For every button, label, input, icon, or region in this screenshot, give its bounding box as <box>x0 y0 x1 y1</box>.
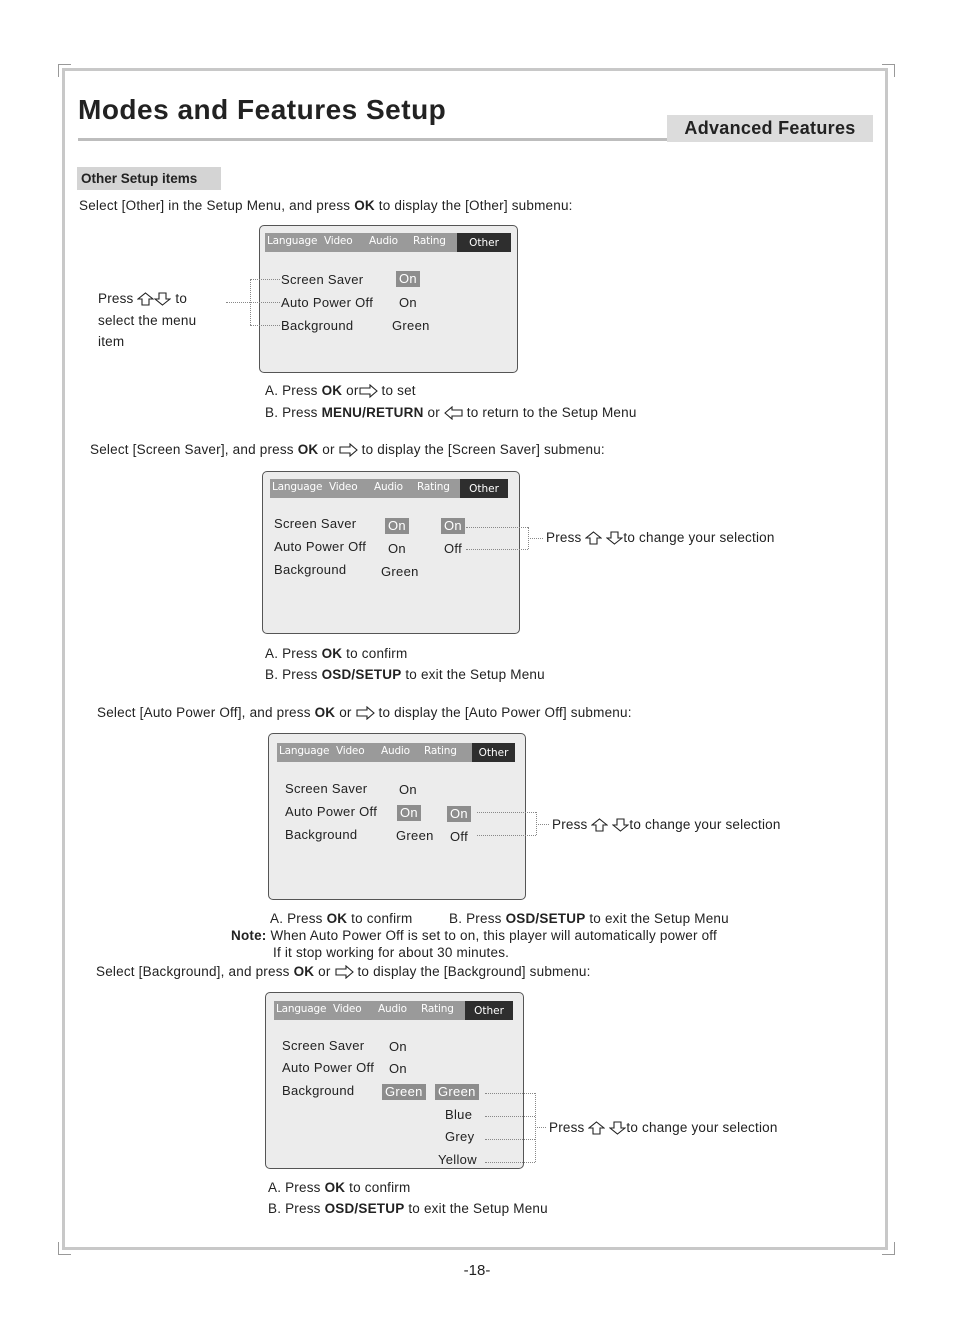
option-yellow: Yellow <box>438 1152 477 1167</box>
tab-other: Other <box>465 1001 513 1020</box>
menu-item-background: Background <box>285 827 358 842</box>
value-screen-saver: On <box>389 1039 407 1054</box>
up-arrow-icon <box>591 818 608 832</box>
connector-line <box>535 1127 546 1128</box>
up-arrow-icon <box>137 292 154 306</box>
tab-video: Video <box>333 1003 362 1015</box>
right-arrow-icon <box>335 965 354 979</box>
connector-line <box>466 549 528 550</box>
tab-language: Language <box>267 235 318 247</box>
menu-item-background: Background <box>282 1083 355 1098</box>
connector-line <box>485 1139 535 1140</box>
connector-line <box>485 1093 535 1094</box>
value-background: Green <box>381 564 419 579</box>
subheading: Other Setup items <box>77 167 221 190</box>
up-arrow-icon <box>585 531 602 545</box>
right-arrow-icon <box>356 706 375 720</box>
step-a: A. Press OK to confirm <box>268 1180 411 1195</box>
hint-press-updown: Press to <box>98 291 188 306</box>
title-underline <box>78 138 668 141</box>
up-arrow-icon <box>588 1121 605 1135</box>
step-a: A. Press OK to confirm <box>270 911 413 926</box>
step-b: B. Press OSD/SETUP to exit the Setup Menu <box>265 667 545 682</box>
tab-video: Video <box>336 745 365 757</box>
hint-line2: select the menu <box>98 313 197 328</box>
page-number: -18- <box>463 1262 491 1279</box>
down-arrow-icon <box>612 818 629 832</box>
connector-line <box>477 835 536 836</box>
connector-line <box>536 824 549 825</box>
value-background: Green <box>392 318 430 333</box>
intro-auto-power-off: Select [Auto Power Off], and press OK or to display the [Auto Power Off] submenu: <box>97 705 632 720</box>
value-screen-saver: On <box>396 271 420 287</box>
step-a: A. Press OK to confirm <box>265 646 408 661</box>
left-arrow-icon <box>444 406 463 420</box>
connector-line <box>466 527 528 528</box>
frame-corner <box>58 1242 71 1255</box>
hint-line3: item <box>98 334 125 349</box>
down-arrow-icon <box>609 1121 626 1135</box>
tab-audio: Audio <box>374 481 403 493</box>
connector-line <box>477 812 536 813</box>
option-blue: Blue <box>445 1107 473 1122</box>
tab-audio: Audio <box>378 1003 407 1015</box>
tab-video: Video <box>329 481 358 493</box>
intro-background: Select [Background], and press OK or to display the [Background] submenu: <box>96 964 591 979</box>
section-label: Advanced Features <box>667 115 873 142</box>
tab-other: Other <box>457 233 511 252</box>
note-line-1: Note: When Auto Power Off is set to on, this player will automatically power off <box>231 928 717 943</box>
tab-language: Language <box>279 745 330 757</box>
value-screen-saver: On <box>399 782 417 797</box>
menu-tab-bar <box>277 743 515 762</box>
connector-line <box>250 302 280 303</box>
connector-line <box>485 1162 535 1163</box>
tab-rating: Rating <box>424 745 457 757</box>
tab-video: Video <box>324 235 353 247</box>
intro-text: Select [Other] in the Setup Menu, and press OK to display the [Other] submenu: <box>79 198 573 213</box>
setup-menu-2 <box>262 471 520 634</box>
menu-item-screen-saver: Screen Saver <box>274 516 357 531</box>
menu-item-auto-power-off: Auto Power Off <box>282 1060 375 1075</box>
down-arrow-icon <box>154 292 171 306</box>
menu-item-screen-saver: Screen Saver <box>281 272 364 287</box>
note-line-2: If it stop working for about 30 minutes. <box>273 945 510 960</box>
menu-tab-bar <box>270 479 508 498</box>
menu-item-background: Background <box>274 562 347 577</box>
tab-rating: Rating <box>421 1003 454 1015</box>
intro-screen-saver: Select [Screen Saver], and press OK or to display the [Screen Saver] submenu: <box>90 442 605 457</box>
setup-menu-1 <box>259 225 518 373</box>
tab-rating: Rating <box>417 481 450 493</box>
hint-change-selection: Press to change your selection <box>546 530 775 545</box>
connector-line <box>250 279 280 280</box>
frame-corner <box>58 64 71 77</box>
right-arrow-icon <box>339 443 358 457</box>
menu-tab-bar <box>274 1001 513 1020</box>
step-b: B. Press OSD/SETUP to exit the Setup Menu <box>449 911 729 926</box>
value-background: Green <box>396 828 434 843</box>
menu-item-auto-power-off: Auto Power Off <box>274 539 367 554</box>
setup-menu-4 <box>265 992 524 1169</box>
menu-item-auto-power-off: Auto Power Off <box>285 804 378 819</box>
tab-audio: Audio <box>369 235 398 247</box>
frame-corner <box>882 64 895 77</box>
down-arrow-icon <box>606 531 623 545</box>
menu-tab-bar <box>265 233 511 252</box>
frame-corner <box>882 1242 895 1255</box>
option-grey: Grey <box>445 1129 475 1144</box>
option-on: On <box>447 806 471 822</box>
hint-change-selection: Press to change your selection <box>549 1120 778 1135</box>
step-a: A. Press OK or to set <box>265 383 416 398</box>
tab-other: Other <box>460 479 508 498</box>
value-auto-power-off: On <box>399 295 417 310</box>
page-title: Modes and Features Setup <box>78 94 447 125</box>
option-green: Green <box>435 1084 479 1100</box>
connector-line <box>226 302 250 303</box>
value-auto-power-off: On <box>389 1061 407 1076</box>
value-auto-power-off: On <box>397 805 421 821</box>
connector-line <box>528 538 543 539</box>
tab-other: Other <box>472 743 515 762</box>
option-off: Off <box>444 541 463 556</box>
setup-menu-3 <box>268 733 526 900</box>
right-arrow-icon <box>359 384 378 398</box>
tab-language: Language <box>272 481 323 493</box>
menu-item-screen-saver: Screen Saver <box>285 781 368 796</box>
value-screen-saver: On <box>385 518 409 534</box>
tab-rating: Rating <box>413 235 446 247</box>
connector-line <box>250 325 280 326</box>
value-background: Green <box>382 1084 426 1100</box>
menu-item-auto-power-off: Auto Power Off <box>281 295 374 310</box>
connector-line <box>485 1116 535 1117</box>
option-off: Off <box>450 829 469 844</box>
tab-audio: Audio <box>381 745 410 757</box>
tab-language: Language <box>276 1003 327 1015</box>
connector-line <box>250 279 251 325</box>
step-b: B. Press OSD/SETUP to exit the Setup Menu <box>268 1201 548 1216</box>
menu-item-background: Background <box>281 318 354 333</box>
value-auto-power-off: On <box>388 541 406 556</box>
hint-change-selection: Press to change your selection <box>552 817 781 832</box>
menu-item-screen-saver: Screen Saver <box>282 1038 365 1053</box>
option-on: On <box>441 518 465 534</box>
step-b: B. Press MENU/RETURN or to return to the Setup Menu <box>265 405 637 420</box>
